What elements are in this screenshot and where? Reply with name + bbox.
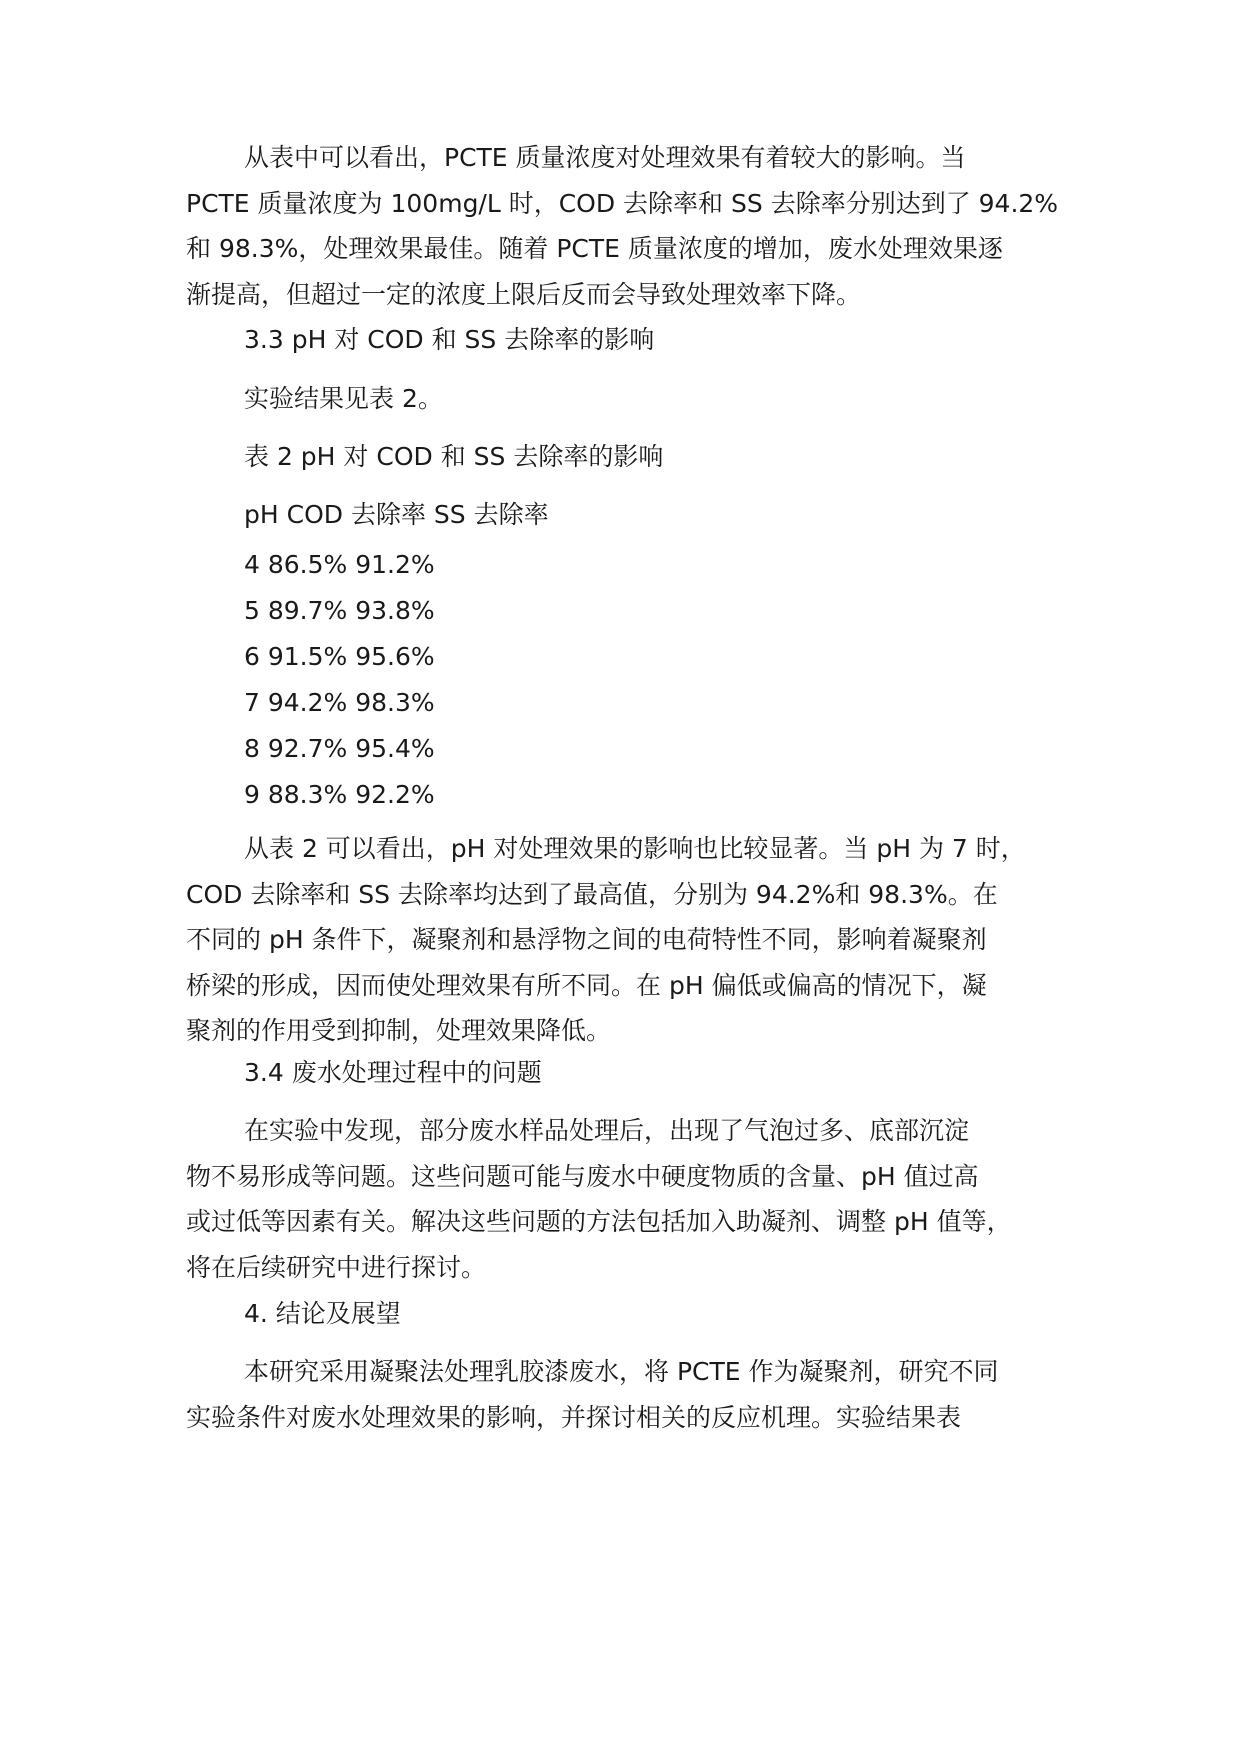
paragraph-problems — [186, 1108, 1086, 1290]
table-header: pH COD 去除率 SS 去除率 — [244, 500, 549, 529]
results-reference: 实验结果见表 2。 — [244, 384, 443, 413]
paragraph-line: 桥梁的形成，因而使处理效果有所不同。在 pH 偏低或偏高的情况下，凝 — [186, 970, 987, 1000]
paragraph-line: 从表 2 可以看出，pH 对处理效果的影响也比较显著。当 pH 为 7 时， — [244, 834, 1026, 863]
paragraph-line: 在实验中发现，部分废水样品处理后，出现了气泡过多、底部沉淀 — [244, 1116, 970, 1145]
paragraph-line: 不同的 pH 条件下，凝聚剂和悬浮物之间的电荷特性不同，影响着凝聚剂 — [186, 925, 987, 954]
paragraph-line: 本研究采用凝聚法处理乳胶漆废水，将 PCTE 作为凝聚剂，研究不同 — [244, 1357, 999, 1386]
paragraph-line: 实验条件对废水处理效果的影响，并探讨相关的反应机理。实验结果表 — [186, 1402, 962, 1432]
paragraph-conclusion — [186, 1349, 1086, 1440]
table-caption: 表 2 pH 对 COD 和 SS 去除率的影响 — [244, 442, 664, 471]
table-row: 4 86.5% 91.2% — [244, 550, 435, 579]
table-row: 8 92.7% 95.4% — [244, 734, 435, 763]
paragraph-line: COD 去除率和 SS 去除率均达到了最高值，分别为 94.2%和 98.3%。在 — [186, 879, 998, 909]
paragraph-line: 聚剂的作用受到抑制，处理效果降低。 — [186, 1016, 612, 1045]
paragraph-line: 物不易形成等问题。这些问题可能与废水中硬度物质的含量、pH 值过高 — [186, 1161, 979, 1191]
paragraph-line: PCTE 质量浓度为 100mg/L 时，COD 去除率和 SS 去除率分别达到了 94.2% — [186, 188, 1059, 218]
paragraph-line: 或过低等因素有关。解决这些问题的方法包括加入助凝剂、调整 pH 值等， — [186, 1207, 1012, 1236]
table-row: 7 94.2% 98.3% — [244, 688, 435, 717]
table-row: 6 91.5% 95.6% — [244, 642, 435, 671]
paragraph-pcte-analysis — [186, 135, 1086, 317]
table-row: 9 88.3% 92.2% — [244, 780, 435, 809]
paragraph-line: 从表中可以看出，PCTE 质量浓度对处理效果有着较大的影响。当 — [244, 143, 966, 172]
paragraph-line: 和 98.3%，处理效果最佳。随着 PCTE 质量浓度的增加，废水处理效果逐 — [186, 234, 1003, 263]
section-heading-3-3: 3.3 pH 对 COD 和 SS 去除率的影响 — [244, 325, 655, 354]
section-heading-4: 4. 结论及展望 — [244, 1299, 401, 1328]
paragraph-ph-analysis — [186, 826, 1086, 1054]
paragraph-line: 渐提高，但超过一定的浓度上限后反而会导致处理效率下降。 — [186, 279, 862, 309]
section-heading-3-4: 3.4 废水处理过程中的问题 — [244, 1058, 542, 1087]
paragraph-line: 将在后续研究中进行探讨。 — [186, 1252, 487, 1282]
table-row: 5 89.7% 93.8% — [244, 596, 435, 625]
